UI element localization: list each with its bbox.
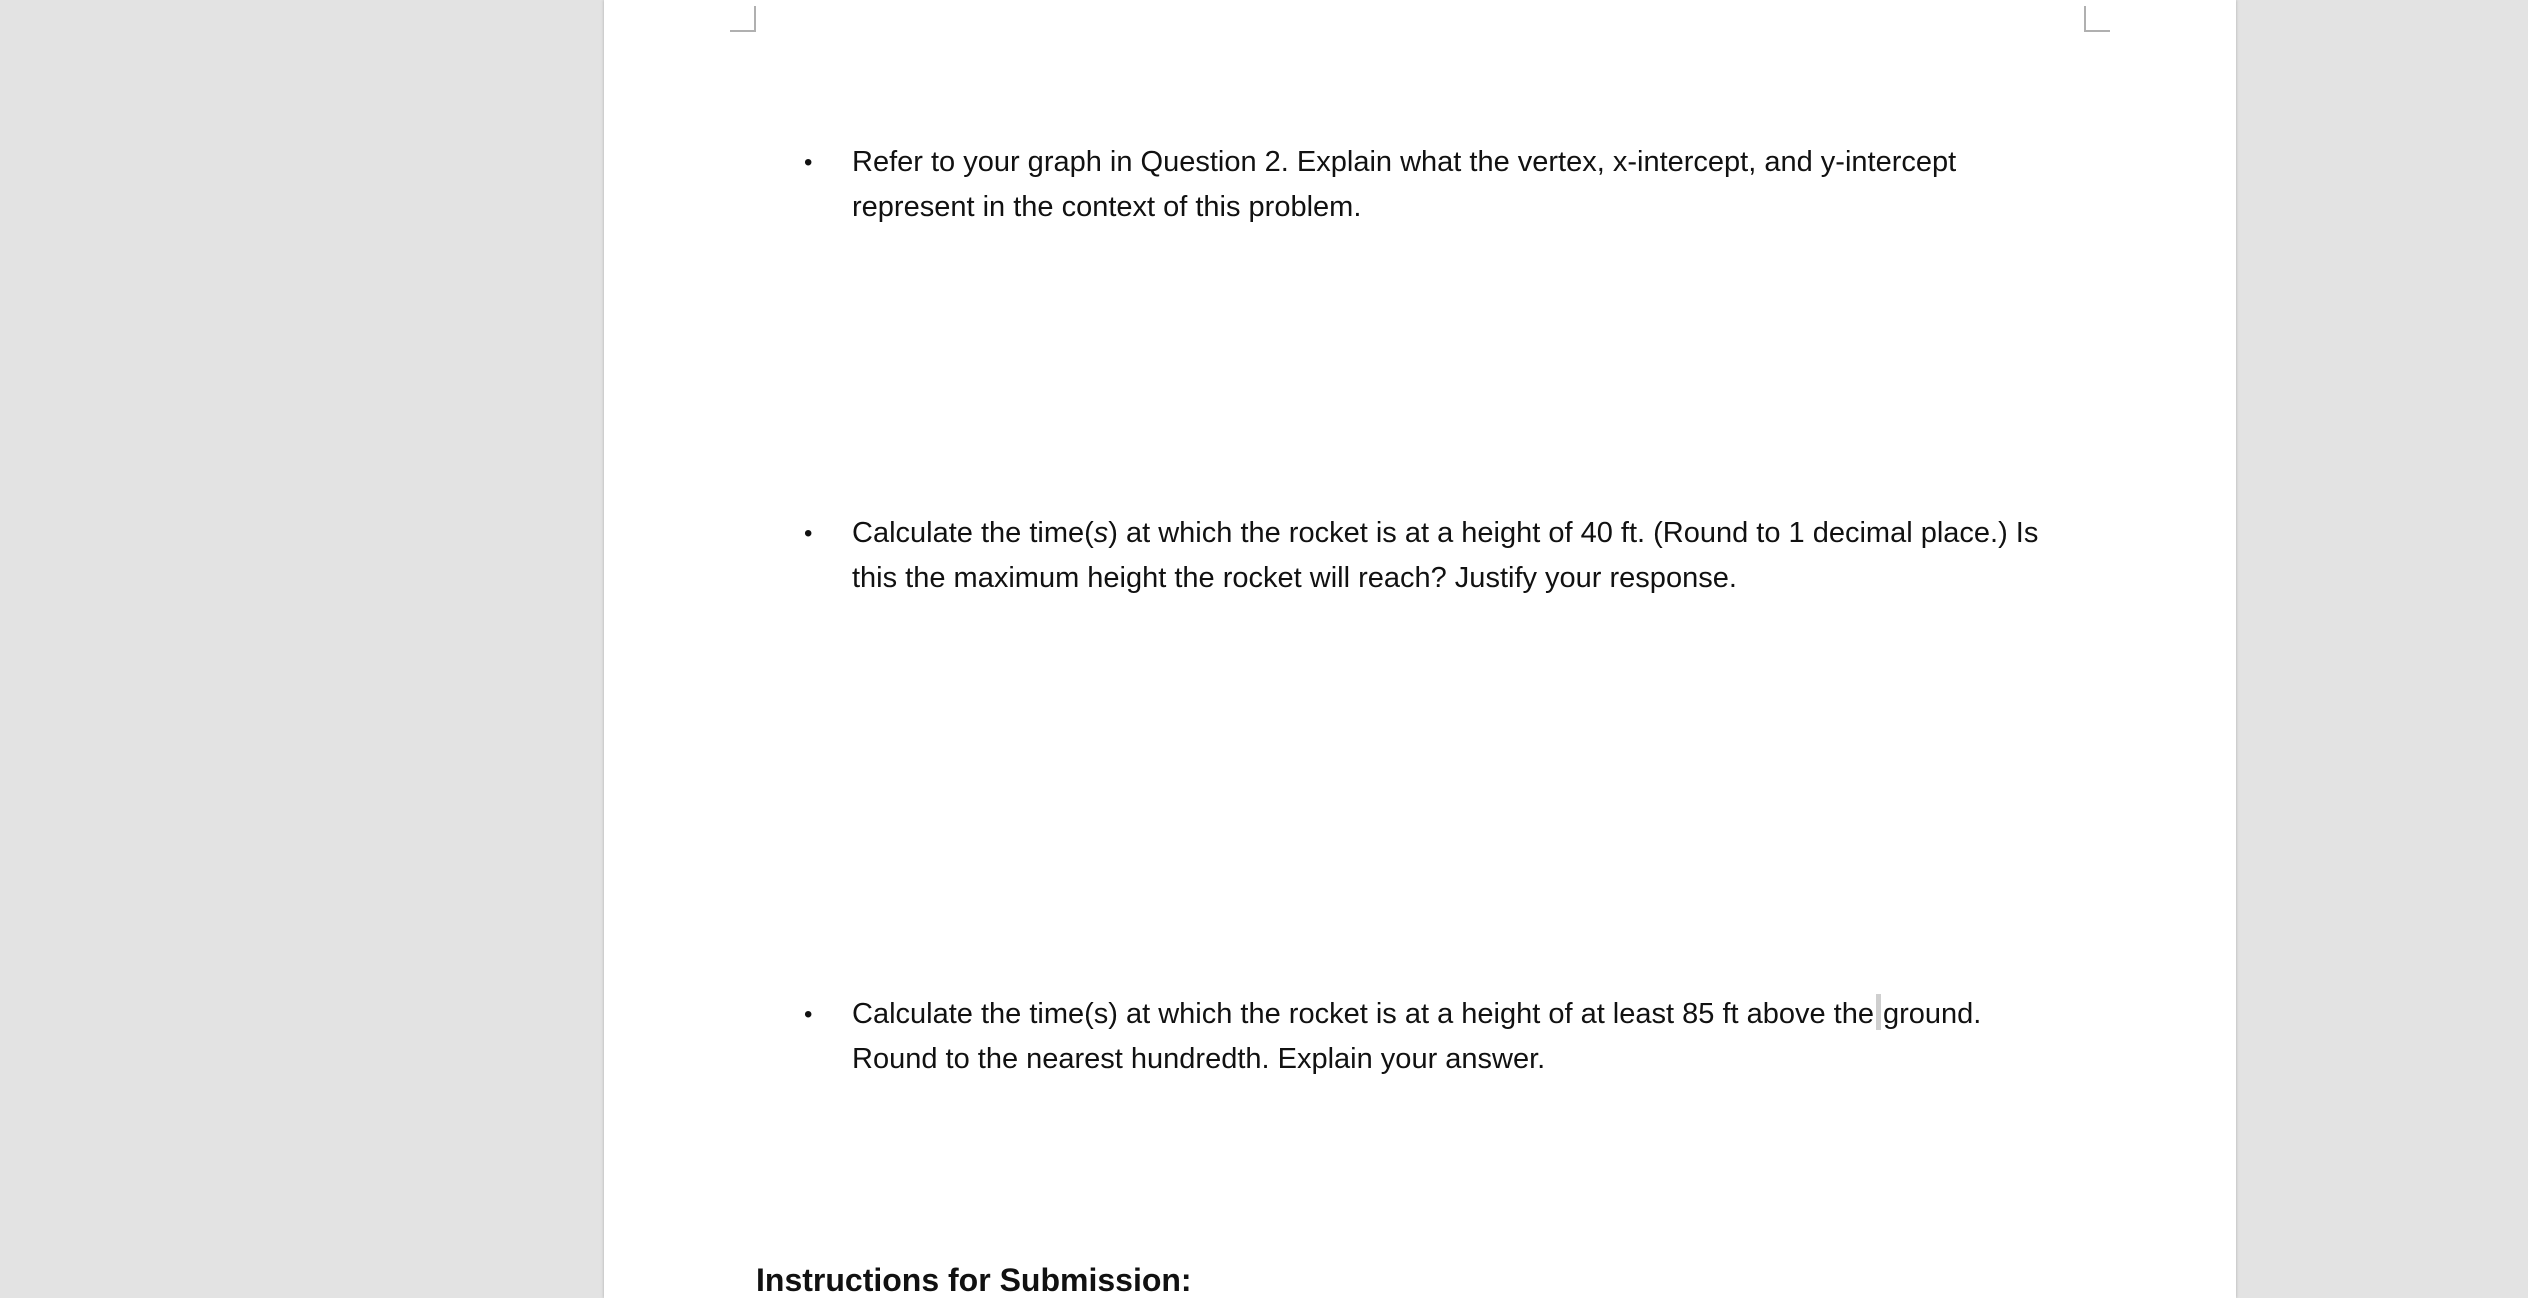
- text-run: Calculate the time(: [852, 517, 1094, 549]
- list-item-line: Round to the nearest hundredth. Explain your answer.: [852, 1043, 1546, 1075]
- list-item-line: [852, 511, 2072, 556]
- list-item-text[interactable]: [852, 140, 2072, 230]
- document-page[interactable]: [604, 0, 2236, 1298]
- list-item-text[interactable]: [852, 511, 2072, 601]
- list-item-line: Refer to your graph in Question 2. Explain what the vertex, x-intercept, and y-intercept: [852, 146, 1957, 178]
- bullet-icon: •: [804, 520, 813, 547]
- text-cursor: [1876, 994, 1881, 1030]
- text-run: ground.: [1883, 998, 1982, 1030]
- list-item-line: this the maximum height the rocket will reach? Justify your response.: [852, 562, 1737, 594]
- bullet-icon: •: [804, 1001, 813, 1028]
- margin-corner-top-left: [730, 6, 756, 32]
- italic-text-run: s: [1093, 517, 1109, 549]
- text-run: Calculate the time(s) at which the rocket is at a height of at least 85 ft above the: [852, 998, 1874, 1030]
- text-run: ) at which the rocket is at a height of 40 ft. (Round to 1 decimal place.) Is: [1108, 517, 2039, 549]
- section-heading: Instructions for Submission:: [756, 1262, 1192, 1298]
- list-item-line: represent in the context of this problem.: [852, 191, 1362, 223]
- bullet-icon: •: [804, 149, 813, 176]
- list-item-line: [852, 992, 2072, 1037]
- margin-corner-top-right: [2084, 6, 2110, 32]
- list-item-text[interactable]: [852, 992, 2072, 1082]
